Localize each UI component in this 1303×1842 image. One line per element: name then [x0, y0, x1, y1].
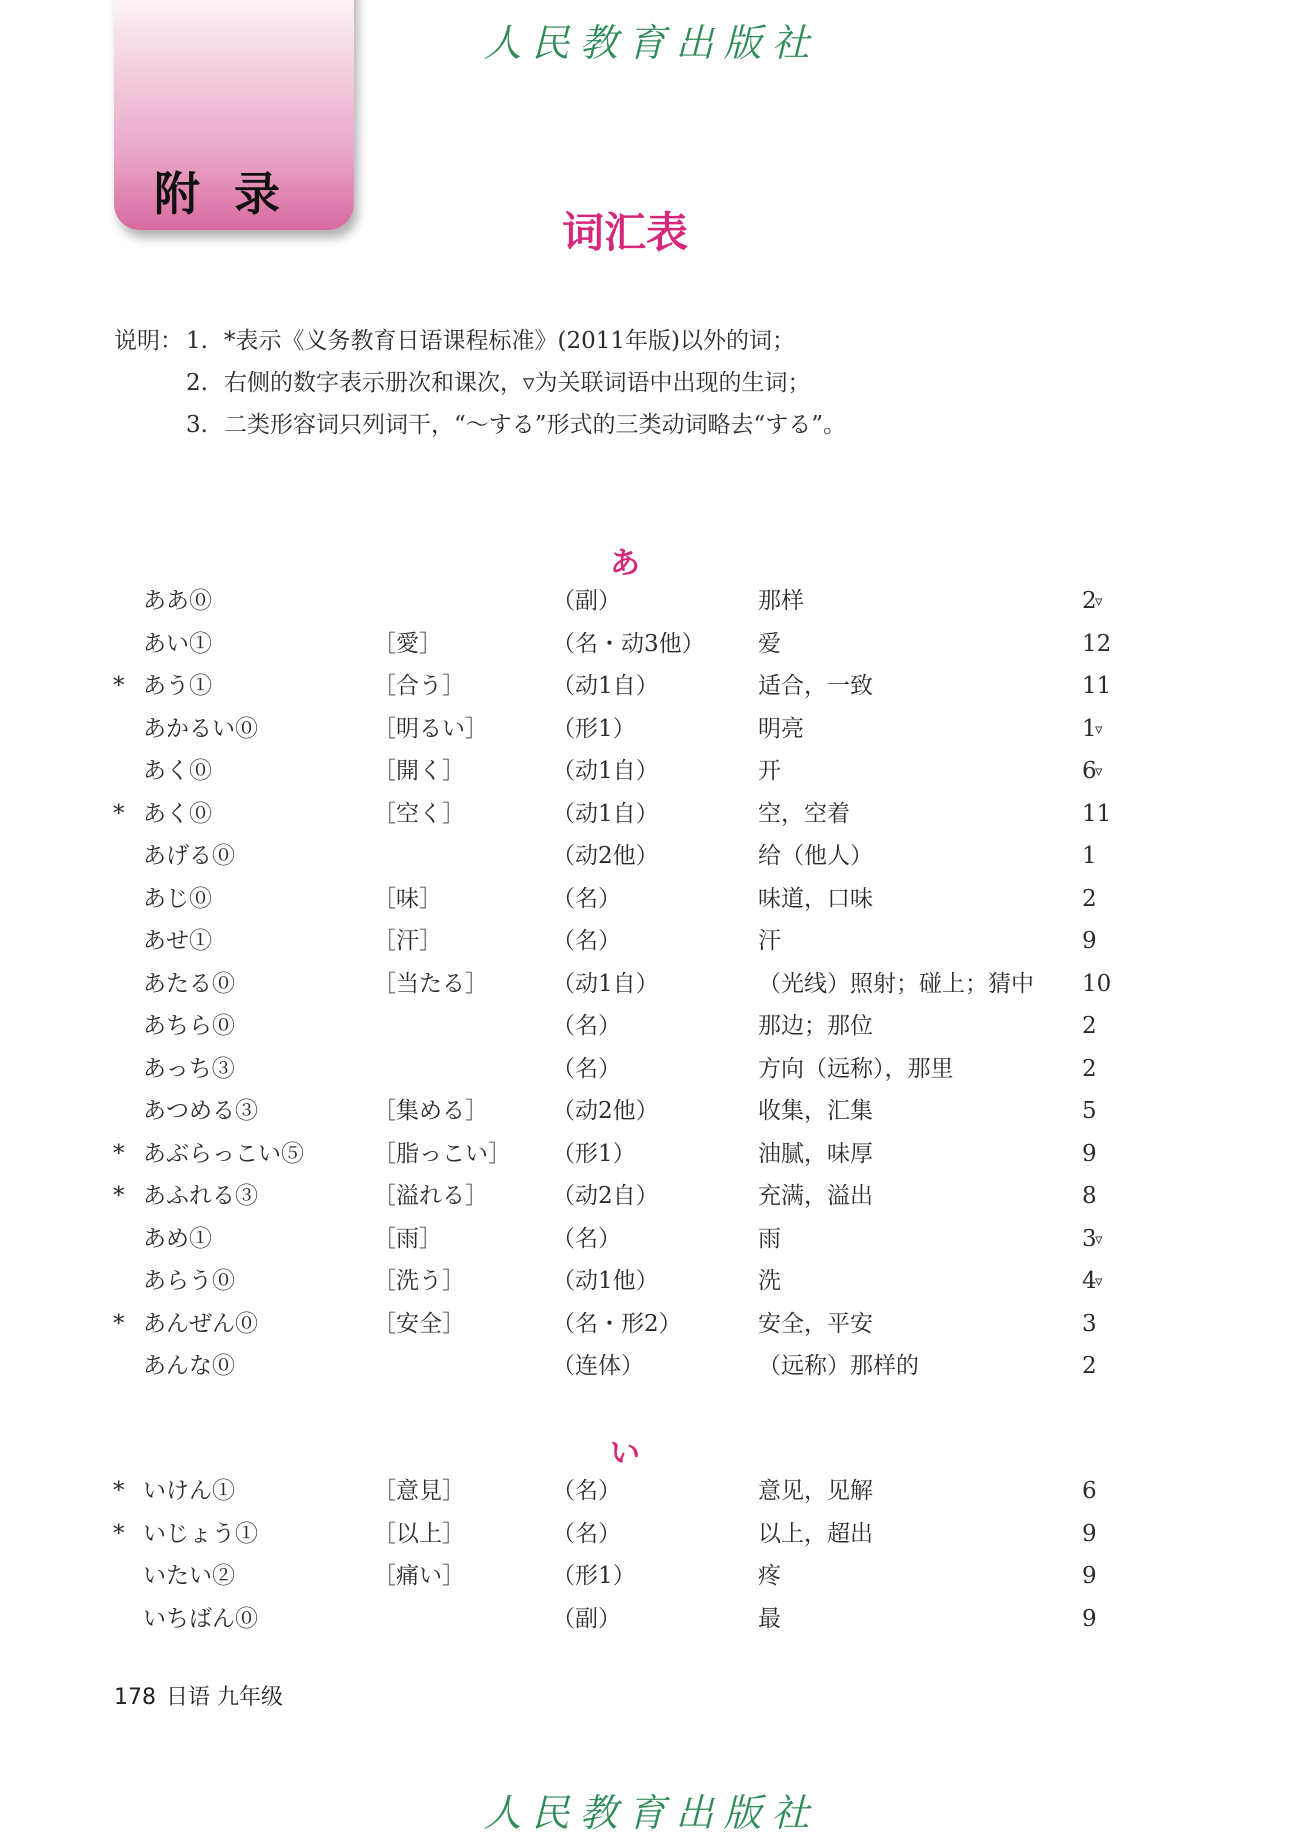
entry-pos: （形1） — [552, 715, 636, 742]
related-word-marker: ▿ — [1095, 719, 1103, 738]
entry-pos: （动1自） — [552, 758, 659, 784]
entry-lesson-ref: 2 — [1082, 588, 1097, 614]
entry-lesson-ref: 6 — [1082, 758, 1097, 784]
entry-meaning: 油腻，味厚 — [758, 1140, 873, 1167]
entry-meaning: 最 — [758, 1605, 781, 1632]
entry-pos: （动1自） — [552, 970, 659, 997]
vocab-row — [0, 963, 1303, 1006]
entry-lesson-ref: 1 — [1082, 715, 1097, 742]
entry-lesson-ref: 9 — [1082, 1520, 1097, 1547]
entry-meaning: 疼 — [758, 1563, 781, 1589]
entry-lesson-ref: 11 — [1082, 800, 1112, 827]
entry-lesson-ref: 9 — [1082, 1563, 1097, 1589]
entry-meaning: 给（他人） — [758, 843, 873, 869]
entry-lesson-ref: 2 — [1082, 1055, 1097, 1082]
entry-kanji: ［味］ — [373, 885, 442, 912]
entry-lesson-ref: 8 — [1082, 1183, 1097, 1209]
entry-pos: （名・动3他） — [552, 630, 705, 657]
vocab-row — [0, 920, 1303, 963]
page-footer — [114, 1680, 283, 1711]
notes-block — [114, 320, 846, 446]
entry-meaning: 明亮 — [758, 715, 804, 742]
entry-kana: あじ⓪ — [143, 885, 212, 912]
entry-kana: あう① — [143, 673, 212, 699]
publisher-logo-bottom: 人民教育出版社 — [483, 1791, 820, 1835]
entry-kanji: ［当たる］ — [373, 970, 488, 997]
entry-pos: （动1他） — [552, 1268, 659, 1294]
not-core-marker: * — [113, 800, 125, 827]
entry-kana: いじょう① — [143, 1520, 258, 1547]
entry-kanji: ［脂っこい］ — [373, 1140, 511, 1167]
entry-meaning: 适合，一致 — [758, 673, 873, 699]
entry-kanji: ［合う］ — [373, 673, 465, 699]
vocab-row — [0, 1598, 1303, 1641]
entry-meaning: 空，空着 — [758, 800, 850, 827]
not-core-marker: * — [113, 1520, 125, 1547]
entry-meaning: 爱 — [758, 630, 781, 657]
entry-pos: （名・形2） — [552, 1310, 682, 1337]
vocab-list-i — [0, 1470, 1303, 1640]
vocab-row — [0, 1048, 1303, 1091]
note-text: 右侧的数字表示册次和课次，▿为关联词语中出现的生词； — [224, 370, 811, 396]
entry-kana: あめ① — [143, 1225, 212, 1252]
entry-kana: あぶらっこい⑤ — [143, 1140, 304, 1167]
entry-lesson-ref: 1 — [1082, 843, 1097, 869]
entry-kanji: ［雨］ — [373, 1225, 442, 1252]
book-title: 日语 九年级 — [166, 1685, 283, 1710]
not-core-marker: * — [113, 1140, 125, 1167]
note-text: *表示《义务教育日语课程标准》(2011年版)以外的词； — [224, 328, 795, 354]
entry-lesson-ref: 3 — [1082, 1310, 1097, 1337]
vocab-row — [0, 1260, 1303, 1303]
vocab-row — [0, 750, 1303, 793]
entry-kana: あっち③ — [143, 1055, 235, 1082]
related-word-marker: ▿ — [1095, 1229, 1103, 1248]
entry-lesson-ref: 9 — [1082, 928, 1097, 954]
vocab-row — [0, 580, 1303, 623]
entry-lesson-ref: 10 — [1082, 970, 1112, 997]
entry-pos: （连体） — [552, 1353, 644, 1379]
entry-meaning: （远称）那样的 — [758, 1353, 919, 1379]
appendix-tab-title: 附录 — [154, 167, 314, 221]
entry-meaning: 以上，超出 — [758, 1520, 873, 1547]
note-2 — [114, 362, 846, 404]
note-3 — [114, 404, 846, 446]
entry-pos: （动1自） — [552, 673, 659, 699]
entry-pos: （名） — [552, 1520, 621, 1547]
entry-lesson-ref: 4 — [1082, 1268, 1097, 1294]
vocab-row — [0, 1345, 1303, 1388]
entry-meaning: 那样 — [758, 588, 804, 614]
vocab-row — [0, 1090, 1303, 1133]
vocab-row — [0, 1133, 1303, 1176]
entry-lesson-ref: 2 — [1082, 1353, 1097, 1379]
note-number: 1. — [186, 328, 208, 354]
entry-kana: あたる⓪ — [143, 970, 235, 997]
vocab-row — [0, 1175, 1303, 1218]
entry-meaning: 收集，汇集 — [758, 1098, 873, 1124]
entry-kana: いけん① — [143, 1478, 235, 1504]
entry-pos: （形1） — [552, 1140, 636, 1167]
entry-kana: あせ① — [143, 928, 212, 954]
entry-kanji: ［空く］ — [373, 800, 465, 827]
entry-kana: あかるい⓪ — [143, 715, 258, 742]
vocab-row — [0, 1005, 1303, 1048]
entry-lesson-ref: 9 — [1082, 1140, 1097, 1167]
entry-kanji: ［安全］ — [373, 1310, 465, 1337]
vocab-row — [0, 708, 1303, 751]
entry-meaning: 充满，溢出 — [758, 1183, 873, 1209]
vocab-row — [0, 1218, 1303, 1261]
entry-lesson-ref: 11 — [1082, 673, 1112, 699]
not-core-marker: * — [113, 1310, 125, 1337]
note-number: 2. — [186, 370, 208, 396]
entry-lesson-ref: 5 — [1082, 1098, 1097, 1124]
page-number: 178 — [114, 1685, 156, 1710]
entry-pos: （名） — [552, 1225, 621, 1252]
entry-kana: あく⓪ — [143, 800, 212, 827]
note-number: 3. — [186, 412, 208, 438]
entry-pos: （动2他） — [552, 843, 659, 869]
entry-kanji: ［集める］ — [373, 1098, 488, 1124]
not-core-marker: * — [113, 673, 125, 699]
note-text: 二类形容词只列词干，“～する”形式的三类动词略去“する”。 — [224, 412, 847, 438]
entry-meaning: 那边；那位 — [758, 1013, 873, 1039]
vocab-list-a — [0, 580, 1303, 1388]
vocab-row — [0, 1303, 1303, 1346]
entry-pos: （动2他） — [552, 1098, 659, 1124]
related-word-marker: ▿ — [1095, 762, 1103, 780]
vocab-row — [0, 623, 1303, 666]
entry-meaning: 汗 — [758, 928, 781, 954]
entry-meaning: （光线）照射；碰上；猜中 — [758, 970, 1034, 997]
section-heading-i: い — [610, 1436, 640, 1471]
not-core-marker: * — [113, 1478, 125, 1504]
related-word-marker: ▿ — [1095, 1272, 1103, 1290]
entry-pos: （名） — [552, 1478, 621, 1504]
entry-pos: （名） — [552, 1055, 621, 1082]
entry-kana: あく⓪ — [143, 758, 212, 784]
entry-kanji: ［明るい］ — [373, 715, 488, 742]
vocab-row — [0, 1470, 1303, 1513]
entry-meaning: 方向（远称），那里 — [758, 1055, 954, 1082]
entry-lesson-ref: 9 — [1082, 1605, 1097, 1632]
entry-meaning: 味道，口味 — [758, 885, 873, 912]
vocab-row — [0, 878, 1303, 921]
entry-kana: あげる⓪ — [143, 843, 235, 869]
entry-kana: いちばん⓪ — [143, 1605, 258, 1632]
entry-kanji: ［意見］ — [373, 1478, 465, 1504]
entry-meaning: 安全，平安 — [758, 1310, 873, 1337]
entry-kanji: ［痛い］ — [373, 1563, 465, 1589]
entry-kana: あちら⓪ — [143, 1013, 235, 1039]
entry-lesson-ref: 3 — [1082, 1225, 1097, 1252]
entry-lesson-ref: 6 — [1082, 1478, 1097, 1504]
entry-pos: （副） — [552, 1605, 621, 1632]
entry-meaning: 洗 — [758, 1268, 781, 1294]
vocab-row — [0, 1555, 1303, 1598]
entry-lesson-ref: 12 — [1082, 630, 1112, 657]
entry-kana: あらう⓪ — [143, 1268, 235, 1294]
entry-pos: （动2自） — [552, 1183, 659, 1209]
note-1 — [114, 320, 846, 362]
section-heading-a: あ — [610, 546, 640, 581]
not-core-marker: * — [113, 1183, 125, 1209]
entry-lesson-ref: 2 — [1082, 885, 1097, 912]
entry-kanji: ［開く］ — [373, 758, 465, 784]
entry-kanji: ［汗］ — [373, 928, 442, 954]
entry-kana: あい① — [143, 630, 212, 657]
vocab-row — [0, 793, 1303, 836]
entry-kanji: ［洗う］ — [373, 1268, 465, 1294]
entry-meaning: 意见，见解 — [758, 1478, 873, 1504]
entry-lesson-ref: 2 — [1082, 1013, 1097, 1039]
related-word-marker: ▿ — [1095, 592, 1103, 610]
vocab-row — [0, 1513, 1303, 1556]
entry-kana: あふれる③ — [143, 1183, 258, 1209]
entry-meaning: 雨 — [758, 1225, 781, 1252]
entry-pos: （动1自） — [552, 800, 659, 827]
entry-kana: ああ⓪ — [143, 588, 212, 614]
entry-pos: （名） — [552, 928, 621, 954]
entry-pos: （副） — [552, 588, 621, 614]
notes-label: 说明： — [114, 328, 183, 354]
entry-kanji: ［愛］ — [373, 630, 442, 657]
entry-kanji: ［以上］ — [373, 1520, 465, 1547]
entry-pos: （形1） — [552, 1563, 636, 1589]
entry-kana: あつめる③ — [143, 1098, 258, 1124]
entry-kana: あんな⓪ — [143, 1353, 235, 1379]
vocab-row — [0, 835, 1303, 878]
page-title: 词汇表 — [561, 208, 688, 257]
entry-kanji: ［溢れる］ — [373, 1183, 488, 1209]
vocab-row — [0, 665, 1303, 708]
entry-kana: いたい② — [143, 1563, 235, 1589]
publisher-logo-top: 人民教育出版社 — [483, 21, 820, 65]
entry-meaning: 开 — [758, 758, 781, 784]
entry-pos: （名） — [552, 885, 621, 912]
entry-kana: あんぜん⓪ — [143, 1310, 258, 1337]
entry-pos: （名） — [552, 1013, 621, 1039]
